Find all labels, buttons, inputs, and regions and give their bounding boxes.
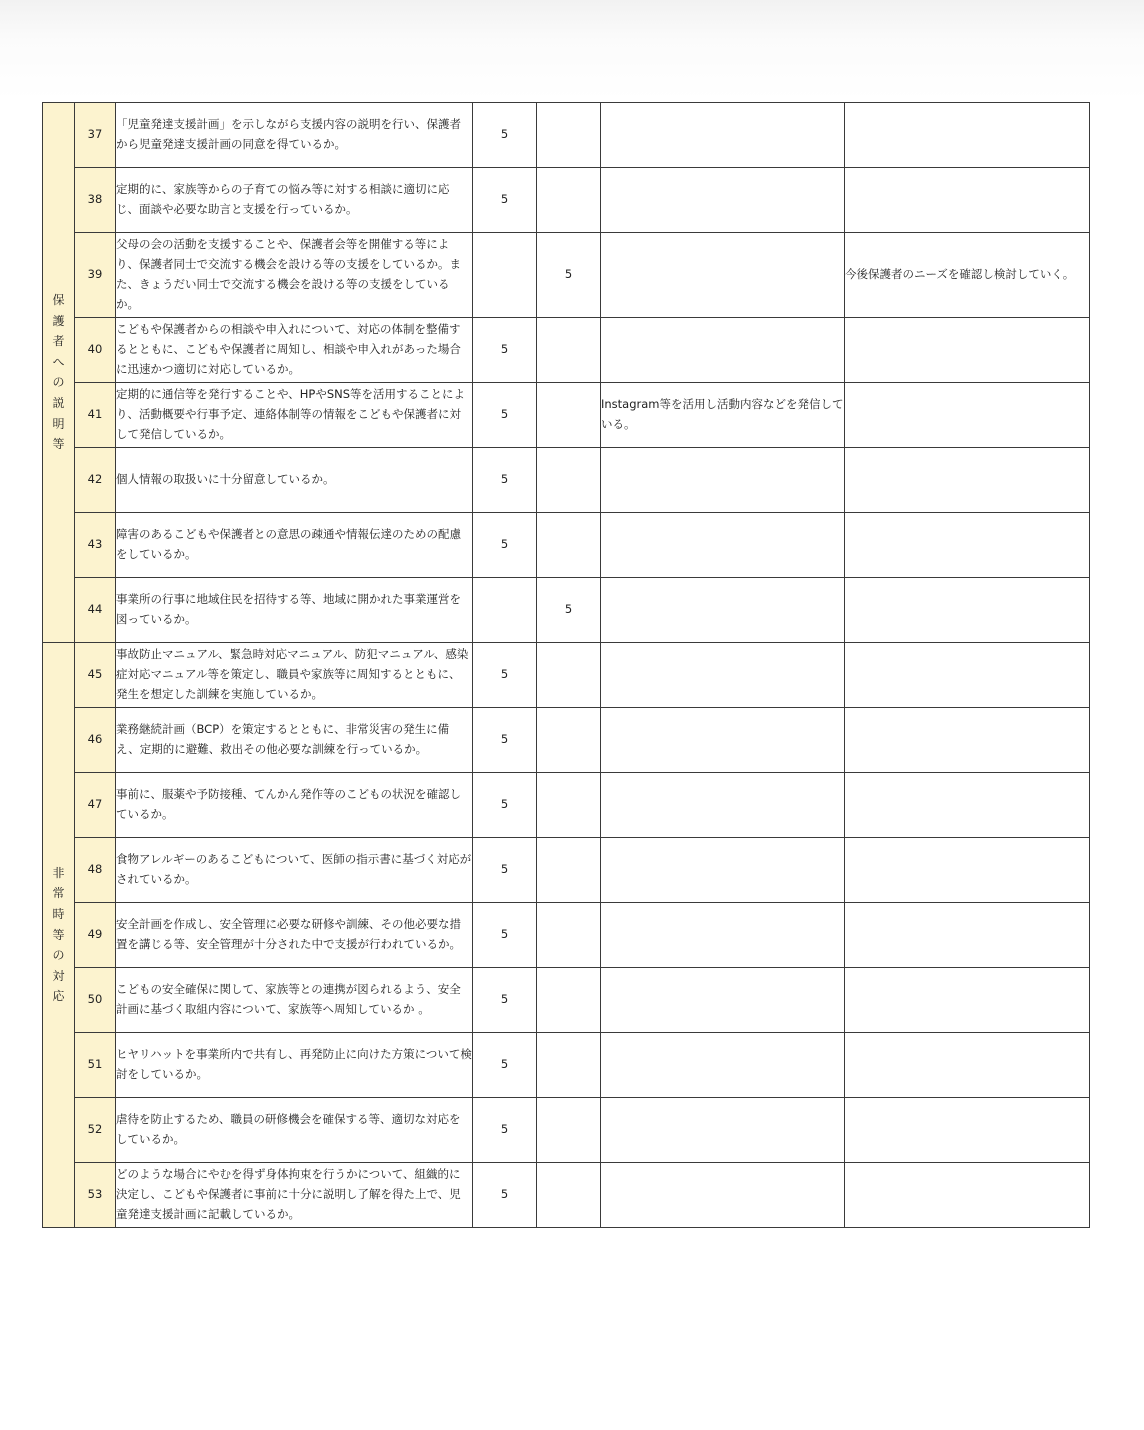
- score-no: [537, 903, 601, 968]
- section-char: の: [52, 948, 65, 963]
- comment-current: [601, 1098, 845, 1163]
- score-yes: 5: [473, 1163, 537, 1228]
- item-question: ヒヤリハットを事業所内で共有し、再発防止に向けた方策について検討をしているか。: [116, 1033, 473, 1098]
- comment-current: [601, 448, 845, 513]
- item-question: 安全計画を作成し、安全管理に必要な研修や訓練、その他必要な措置を講じる等、安全管理が十分された中で支援が行われているか。: [116, 903, 473, 968]
- comment-improvement: [845, 168, 1090, 233]
- score-no: [537, 968, 601, 1033]
- item-number: 42: [75, 448, 116, 513]
- score-no: [537, 1163, 601, 1228]
- score-no: [537, 383, 601, 448]
- comment-improvement: [845, 773, 1090, 838]
- comment-current: [601, 578, 845, 643]
- item-number: 53: [75, 1163, 116, 1228]
- score-yes: 5: [473, 383, 537, 448]
- score-no: [537, 318, 601, 383]
- item-question: 「児童発達支援計画」を示しながら支援内容の説明を行い、保護者から児童発達支援計画の同意を得ているか。: [116, 103, 473, 168]
- score-no: [537, 103, 601, 168]
- table-row: [43, 1098, 1090, 1163]
- item-question: 虐待を防止するため、職員の研修機会を確保する等、適切な対応をしているか。: [116, 1098, 473, 1163]
- comment-current: [601, 1033, 845, 1098]
- comment-current: [601, 233, 845, 318]
- item-number: 51: [75, 1033, 116, 1098]
- section-char: 者: [52, 334, 65, 349]
- evaluation-table: [42, 102, 1090, 1228]
- item-question: 業務継続計画（BCP）を策定するとともに、非常災害の発生に備え、定期的に避難、救出その他必要な訓練を行っているか。: [116, 708, 473, 773]
- item-number: 40: [75, 318, 116, 383]
- item-number: 52: [75, 1098, 116, 1163]
- item-number: 39: [75, 233, 116, 318]
- comment-improvement: [845, 968, 1090, 1033]
- comment-current: [601, 103, 845, 168]
- comment-current: [601, 513, 845, 578]
- comment-improvement: [845, 1163, 1090, 1228]
- item-question: 事故防止マニュアル、緊急時対応マニュアル、防犯マニュアル、感染症対応マニュアル等を策定し、職員や家族等に周知するとともに、発生を想定した訓練を実施しているか。: [116, 643, 473, 708]
- section-char: の: [52, 375, 65, 390]
- comment-current: Instagram等を活用し活動内容などを発信している。: [601, 383, 845, 448]
- score-yes: 5: [473, 1098, 537, 1163]
- item-question: どのような場合にやむを得ず身体拘束を行うかについて、組織的に決定し、こどもや保護者に事前に十分に説明し了解を得た上で、児童発達支援計画に記載しているか。: [116, 1163, 473, 1228]
- page-top-shadow: [0, 0, 1144, 100]
- score-yes: 5: [473, 513, 537, 578]
- score-yes: 5: [473, 968, 537, 1033]
- comment-current: [601, 643, 845, 708]
- score-yes: 5: [473, 773, 537, 838]
- item-number: 45: [75, 643, 116, 708]
- comment-current: [601, 838, 845, 903]
- item-number: 49: [75, 903, 116, 968]
- table-row: [43, 708, 1090, 773]
- score-yes: [473, 578, 537, 643]
- item-number: 50: [75, 968, 116, 1033]
- score-yes: 5: [473, 708, 537, 773]
- section-char: へ: [52, 354, 65, 369]
- section-char: 保: [52, 292, 65, 307]
- item-number: 46: [75, 708, 116, 773]
- item-number: 48: [75, 838, 116, 903]
- score-yes: 5: [473, 448, 537, 513]
- item-question: 障害のあるこどもや保護者との意思の疎通や情報伝達のための配慮をしているか。: [116, 513, 473, 578]
- table-row: [43, 168, 1090, 233]
- score-yes: 5: [473, 643, 537, 708]
- item-question: こどもの安全確保に関して、家族等との連携が図られるよう、安全計画に基づく取組内容について、家族等へ周知しているか 。: [116, 968, 473, 1033]
- score-no: [537, 838, 601, 903]
- table-row: [43, 383, 1090, 448]
- section-char: 説: [52, 396, 65, 411]
- table-row: [43, 1163, 1090, 1228]
- score-no: 5: [537, 233, 601, 318]
- comment-improvement: [845, 708, 1090, 773]
- table-row: [43, 968, 1090, 1033]
- score-no: [537, 708, 601, 773]
- comment-current: [601, 168, 845, 233]
- section-title: [52, 290, 66, 455]
- section-label: [43, 103, 75, 643]
- item-question: 定期的に、家族等からの子育ての悩み等に対する相談に適切に応じ、面談や必要な助言と支援を行っているか。: [116, 168, 473, 233]
- evaluation-table-body: [43, 103, 1090, 1228]
- score-no: [537, 773, 601, 838]
- table-row: [43, 1033, 1090, 1098]
- score-no: 5: [537, 578, 601, 643]
- comment-improvement: [845, 513, 1090, 578]
- section-char: 等: [52, 927, 65, 942]
- table-row: [43, 448, 1090, 513]
- section-char: 護: [52, 313, 65, 328]
- section-label: [43, 643, 75, 1228]
- comment-improvement: [845, 1098, 1090, 1163]
- item-question: 事前に、服薬や予防接種、てんかん発作等のこどもの状況を確認しているか。: [116, 773, 473, 838]
- table-row: [43, 903, 1090, 968]
- section-char: 応: [52, 989, 65, 1004]
- comment-improvement: [845, 643, 1090, 708]
- comment-current: [601, 968, 845, 1033]
- comment-improvement: [845, 903, 1090, 968]
- table-row: [43, 103, 1090, 168]
- comment-improvement: [845, 318, 1090, 383]
- score-no: [537, 1098, 601, 1163]
- score-yes: 5: [473, 1033, 537, 1098]
- item-number: 47: [75, 773, 116, 838]
- comment-current: [601, 1163, 845, 1228]
- item-question: 定期的に通信等を発行することや、HPやSNS等を活用することにより、活動概要や行事予定、連絡体制等の情報をこどもや保護者に対して発信しているか。: [116, 383, 473, 448]
- item-number: 41: [75, 383, 116, 448]
- comment-improvement: [845, 1033, 1090, 1098]
- score-no: [537, 168, 601, 233]
- comment-improvement: 今後保護者のニーズを確認し検討していく。: [845, 233, 1090, 318]
- item-number: 37: [75, 103, 116, 168]
- score-no: [537, 643, 601, 708]
- item-question: 個人情報の取扱いに十分留意しているか。: [116, 448, 473, 513]
- item-number: 38: [75, 168, 116, 233]
- table-row: [43, 578, 1090, 643]
- table-row: [43, 318, 1090, 383]
- section-char: 等: [52, 437, 65, 452]
- item-question: 食物アレルギーのあるこどもについて、医師の指示書に基づく対応がされているか。: [116, 838, 473, 903]
- section-char: 時: [52, 906, 65, 921]
- comment-improvement: [845, 578, 1090, 643]
- table-row: [43, 643, 1090, 708]
- comment-improvement: [845, 448, 1090, 513]
- item-question: 父母の会の活動を支援することや、保護者会等を開催する等により、保護者同士で交流する機会を設ける等の支援をしているか。また、きょうだい同士で交流する機会を設ける等の支援をしているか。: [116, 233, 473, 318]
- score-yes: 5: [473, 318, 537, 383]
- table-row: [43, 233, 1090, 318]
- score-yes: 5: [473, 903, 537, 968]
- score-no: [537, 513, 601, 578]
- table-row: [43, 773, 1090, 838]
- section-char: 対: [52, 968, 65, 983]
- comment-current: [601, 773, 845, 838]
- comment-current: [601, 708, 845, 773]
- score-no: [537, 448, 601, 513]
- section-char: 常: [52, 886, 65, 901]
- section-title: [52, 863, 66, 1007]
- comment-improvement: [845, 103, 1090, 168]
- comment-improvement: [845, 838, 1090, 903]
- comment-current: [601, 903, 845, 968]
- table-row: [43, 838, 1090, 903]
- score-yes: 5: [473, 168, 537, 233]
- comment-current: [601, 318, 845, 383]
- section-char: 明: [52, 416, 65, 431]
- score-yes: 5: [473, 838, 537, 903]
- item-question: こどもや保護者からの相談や申入れについて、対応の体制を整備するとともに、こどもや保護者に周知し、相談や申入れがあった場合に迅速かつ適切に対応しているか。: [116, 318, 473, 383]
- item-number: 43: [75, 513, 116, 578]
- item-question: 事業所の行事に地域住民を招待する等、地域に開かれた事業運営を図っているか。: [116, 578, 473, 643]
- score-yes: 5: [473, 103, 537, 168]
- table-row: [43, 513, 1090, 578]
- section-char: 非: [52, 865, 65, 880]
- score-yes: [473, 233, 537, 318]
- item-number: 44: [75, 578, 116, 643]
- score-no: [537, 1033, 601, 1098]
- comment-improvement: [845, 383, 1090, 448]
